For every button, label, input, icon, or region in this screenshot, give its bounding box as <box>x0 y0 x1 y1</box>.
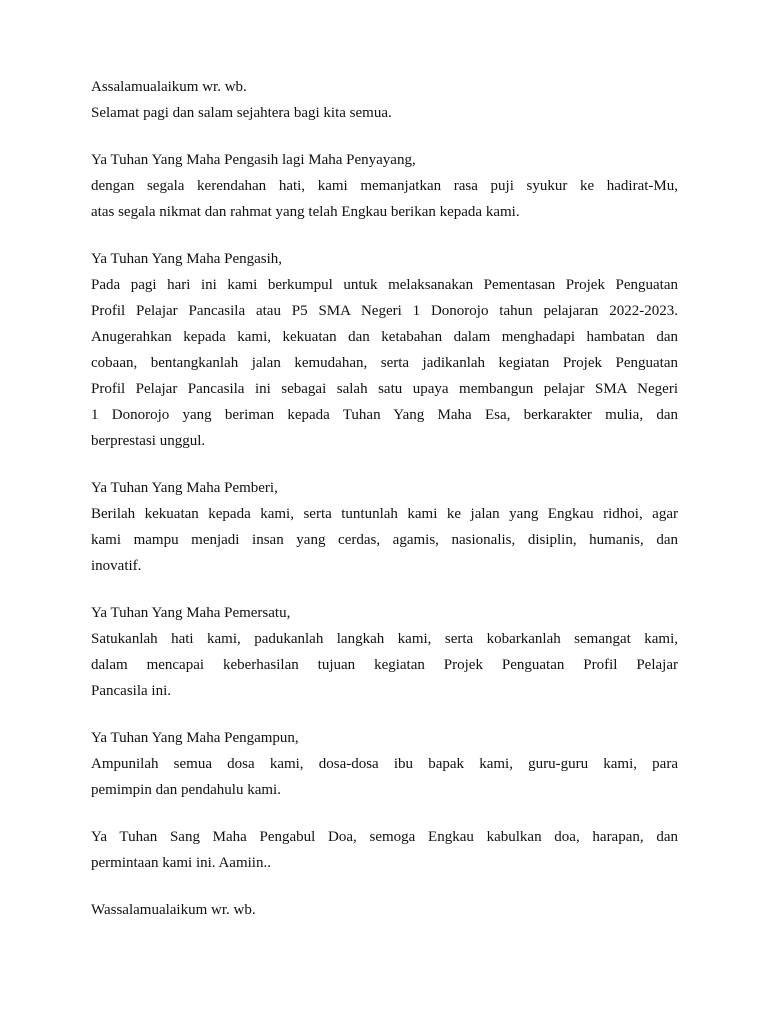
text-line: Anugerahkan kepada kami, kekuatan dan ketabahan dalam menghadapi hambatan dan <box>91 329 678 345</box>
text-line: permintaan kami ini. Aamiin.. <box>91 855 271 871</box>
paragraph-invocation-6 <box>91 824 678 876</box>
paragraph-invocation-2 <box>91 246 678 454</box>
text-line: Ya Tuhan Yang Maha Pengasih, <box>91 251 283 267</box>
text-line: Ya Tuhan Yang Maha Pengasih lagi Maha Penyayang, <box>91 152 416 168</box>
text-line: Ya Tuhan Sang Maha Pengabul Doa, semoga Engkau kabulkan doa, harapan, dan <box>91 829 678 845</box>
text-line: inovatif. <box>91 558 142 574</box>
text-line: pemimpin dan pendahulu kami. <box>91 782 281 798</box>
text-line: dengan segala kerendahan hati, kami memanjatkan rasa puji syukur ke hadirat-Mu, <box>91 178 678 194</box>
text-line: Ya Tuhan Yang Maha Pemberi, <box>91 480 278 496</box>
text-line: kami mampu menjadi insan yang cerdas, agamis, nasionalis, disiplin, humanis, dan <box>91 532 678 548</box>
text-line: Wassalamualaikum wr. wb. <box>91 902 256 918</box>
text-line: Satukanlah hati kami, padukanlah langkah kami, serta kobarkanlah semangat kami, <box>91 631 678 647</box>
text-line: Selamat pagi dan salam sejahtera bagi kita semua. <box>91 105 392 121</box>
paragraph-spacer <box>91 803 678 824</box>
paragraph-spacer <box>91 876 678 897</box>
paragraph-greeting <box>91 74 678 126</box>
document-body <box>91 74 678 923</box>
text-line: 1 Donorojo yang beriman kepada Tuhan Yang Maha Esa, berkarakter mulia, dan <box>91 407 678 423</box>
paragraph-invocation-5 <box>91 725 678 803</box>
text-line: Assalamualaikum wr. wb. <box>91 79 247 95</box>
text-line: Profil Pelajar Pancasila atau P5 SMA Negeri 1 Donorojo tahun pelajaran 2022-2023. <box>91 303 678 319</box>
paragraph-spacer <box>91 225 678 246</box>
paragraph-spacer <box>91 579 678 600</box>
text-line: berprestasi unggul. <box>91 433 206 449</box>
paragraph-invocation-4 <box>91 600 678 704</box>
paragraph-spacer <box>91 126 678 147</box>
text-line: Ya Tuhan Yang Maha Pemersatu, <box>91 605 291 621</box>
text-line: Berilah kekuatan kepada kami, serta tuntunlah kami ke jalan yang Engkau ridhoi, agar <box>91 506 678 522</box>
text-line: Pada pagi hari ini kami berkumpul untuk melaksanakan Pementasan Projek Penguatan <box>91 277 678 293</box>
paragraph-closing <box>91 897 678 923</box>
text-line: atas segala nikmat dan rahmat yang telah Engkau berikan kepada kami. <box>91 204 520 220</box>
text-line: Ya Tuhan Yang Maha Pengampun, <box>91 730 299 746</box>
text-line: Ampunilah semua dosa kami, dosa-dosa ibu bapak kami, guru-guru kami, para <box>91 756 678 772</box>
paragraph-spacer <box>91 704 678 725</box>
text-line: Pancasila ini. <box>91 683 171 699</box>
paragraph-spacer <box>91 454 678 475</box>
text-line: dalam mencapai keberhasilan tujuan kegiatan Projek Penguatan Profil Pelajar <box>91 657 678 673</box>
text-line: cobaan, bentangkanlah jalan kemudahan, serta jadikanlah kegiatan Projek Penguatan <box>91 355 678 371</box>
paragraph-invocation-3 <box>91 475 678 579</box>
text-line: Profil Pelajar Pancasila ini sebagai salah satu upaya membangun pelajar SMA Negeri <box>91 381 678 397</box>
paragraph-invocation-1 <box>91 147 678 225</box>
